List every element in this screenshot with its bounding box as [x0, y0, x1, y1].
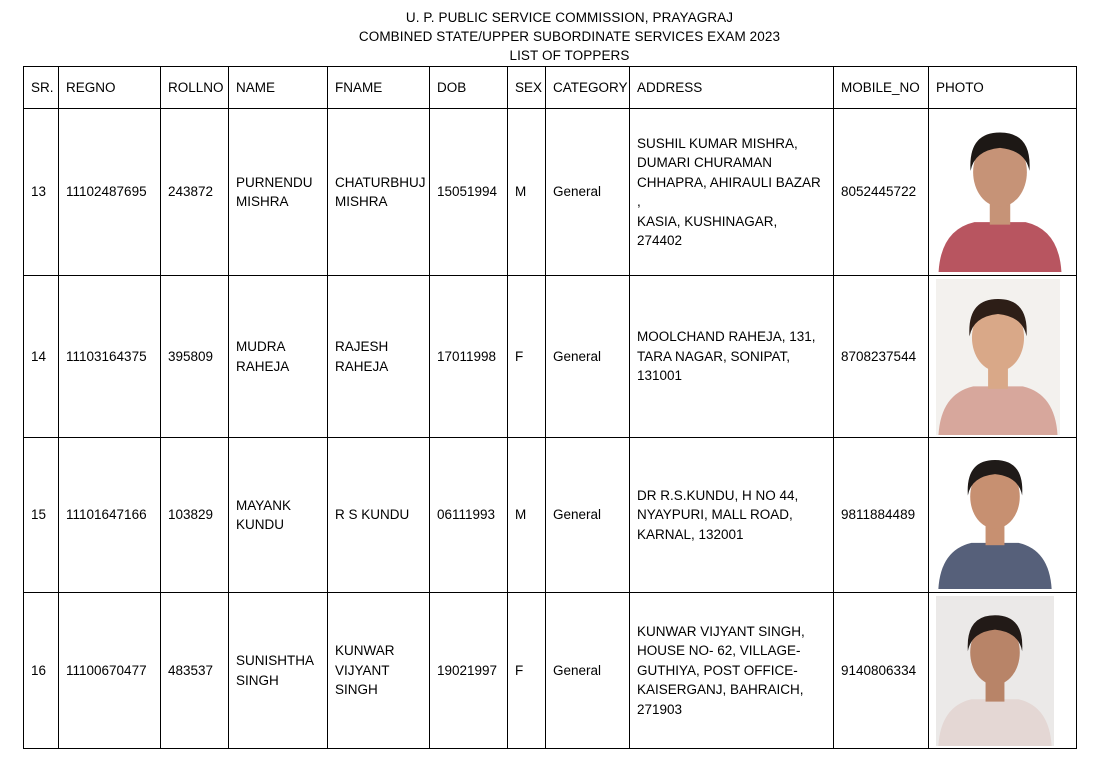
dob-cell: 17011998: [430, 276, 508, 438]
table-row: [24, 109, 1077, 276]
sex-cell: M: [508, 109, 546, 276]
col-sr: SR.: [24, 67, 59, 109]
col-sex: SEX: [508, 67, 546, 109]
address-cell: [630, 109, 834, 276]
candidate-photo: [936, 279, 1060, 435]
address-line: DR R.S.KUNDU, H NO 44,: [637, 487, 799, 503]
commission-title: U. P. PUBLIC SERVICE COMMISSION, PRAYAGRAJ: [405, 10, 734, 25]
sr-cell: 16: [24, 593, 59, 749]
rollno-cell: 243872: [161, 109, 229, 276]
candidate-photo: [936, 596, 1054, 746]
document-header: [0, 8, 1109, 65]
mobile-cell: 8052445722: [834, 109, 929, 276]
col-mobile: MOBILE_NO: [834, 67, 929, 109]
name-cell: [229, 438, 328, 593]
fname-line: RAHEJA: [335, 358, 389, 374]
rollno-cell: 483537: [161, 593, 229, 749]
category-cell: General: [546, 109, 630, 276]
col-address: ADDRESS: [630, 67, 834, 109]
col-rollno: ROLLNO: [161, 67, 229, 109]
col-regno: REGNO: [59, 67, 161, 109]
category-cell: General: [546, 438, 630, 593]
sex-cell: F: [508, 593, 546, 749]
name-cell: [229, 276, 328, 438]
mobile-cell: 9140806334: [834, 593, 929, 749]
photo-cell: [929, 438, 1077, 593]
address-line: CHHAPRA, AHIRAULI BAZAR ,: [637, 174, 821, 209]
sr-cell: 13: [24, 109, 59, 276]
toppers-table: [23, 66, 1077, 749]
regno-cell: 11101647166: [59, 438, 161, 593]
col-photo: PHOTO: [929, 67, 1077, 109]
fname-line: KUNWAR: [335, 643, 395, 659]
candidate-photo: [936, 112, 1064, 272]
name-line: KUNDU: [236, 517, 285, 532]
address-line: HOUSE NO- 62, VILLAGE-: [637, 643, 801, 659]
exam-title: COMBINED STATE/UPPER SUBORDINATE SERVICES EXAM 2023: [358, 29, 781, 44]
address-line: 271903: [637, 701, 683, 717]
fname-line: SINGH: [335, 682, 378, 698]
fname-line: CHATURBHUJ: [335, 174, 426, 190]
header-row: [24, 67, 1077, 109]
address-cell: [630, 438, 834, 593]
name-line: RAHEJA: [236, 358, 290, 374]
address-line: NYAYPURI, MALL ROAD,: [637, 507, 793, 523]
address-line: KUNWAR VIJYANT SINGH,: [637, 623, 805, 639]
rollno-cell: 103829: [161, 438, 229, 593]
fname-cell: [328, 593, 430, 749]
fname-line: R S KUNDU: [335, 507, 410, 523]
sex-cell: M: [508, 438, 546, 593]
address-cell: [630, 276, 834, 438]
col-dob: DOB: [430, 67, 508, 109]
fname-line: MISHRA: [335, 194, 388, 209]
table-row: [24, 438, 1077, 593]
fname-line: VIJYANT: [335, 662, 390, 678]
address-line: DUMARI CHURAMAN: [637, 155, 772, 170]
fname-cell: [328, 438, 430, 593]
name-line: PURNENDU: [236, 174, 313, 190]
mobile-cell: 9811884489: [834, 438, 929, 593]
mobile-cell: 8708237544: [834, 276, 929, 438]
regno-cell: 11102487695: [59, 109, 161, 276]
photo-cell: [929, 276, 1077, 438]
address-line: KASIA, KUSHINAGAR, 274402: [637, 213, 778, 248]
fname-line: RAJESH: [335, 339, 389, 354]
dob-cell: 06111993: [430, 438, 508, 593]
table-row: [24, 593, 1077, 749]
name-line: MAYANK: [236, 497, 292, 513]
address-line: SUSHIL KUMAR MISHRA,: [637, 135, 798, 151]
name-cell: [229, 593, 328, 749]
name-cell: [229, 109, 328, 276]
name-line: MISHRA: [236, 194, 289, 209]
dob-cell: 15051994: [430, 109, 508, 276]
sr-cell: 14: [24, 276, 59, 438]
photo-cell: [929, 109, 1077, 276]
candidate-photo: [936, 441, 1054, 589]
dob-cell: 19021997: [430, 593, 508, 749]
address-line: MOOLCHAND RAHEJA, 131,: [637, 329, 816, 345]
col-category: CATEGORY: [546, 67, 630, 109]
category-cell: General: [546, 593, 630, 749]
list-title: LIST OF TOPPERS: [509, 48, 630, 63]
fname-cell: [328, 276, 430, 438]
name-line: SINGH: [236, 672, 279, 688]
sex-cell: F: [508, 276, 546, 438]
name-line: SUNISHTHA: [236, 653, 315, 668]
col-name: NAME: [229, 67, 328, 109]
sr-cell: 15: [24, 438, 59, 593]
address-cell: [630, 593, 834, 749]
regno-cell: 11100670477: [59, 593, 161, 749]
rollno-cell: 395809: [161, 276, 229, 438]
address-line: 131001: [637, 368, 683, 384]
regno-cell: 11103164375: [59, 276, 161, 438]
photo-cell: [929, 593, 1077, 749]
address-line: TARA NAGAR, SONIPAT,: [637, 348, 791, 364]
fname-cell: [328, 109, 430, 276]
table-row: [24, 276, 1077, 438]
address-line: KAISERGANJ, BAHRAICH,: [637, 682, 804, 698]
address-line: GUTHIYA, POST OFFICE-: [637, 662, 798, 678]
address-line: KARNAL, 132001: [637, 526, 744, 542]
category-cell: General: [546, 276, 630, 438]
name-line: MUDRA: [236, 339, 286, 354]
col-fname: FNAME: [328, 67, 430, 109]
